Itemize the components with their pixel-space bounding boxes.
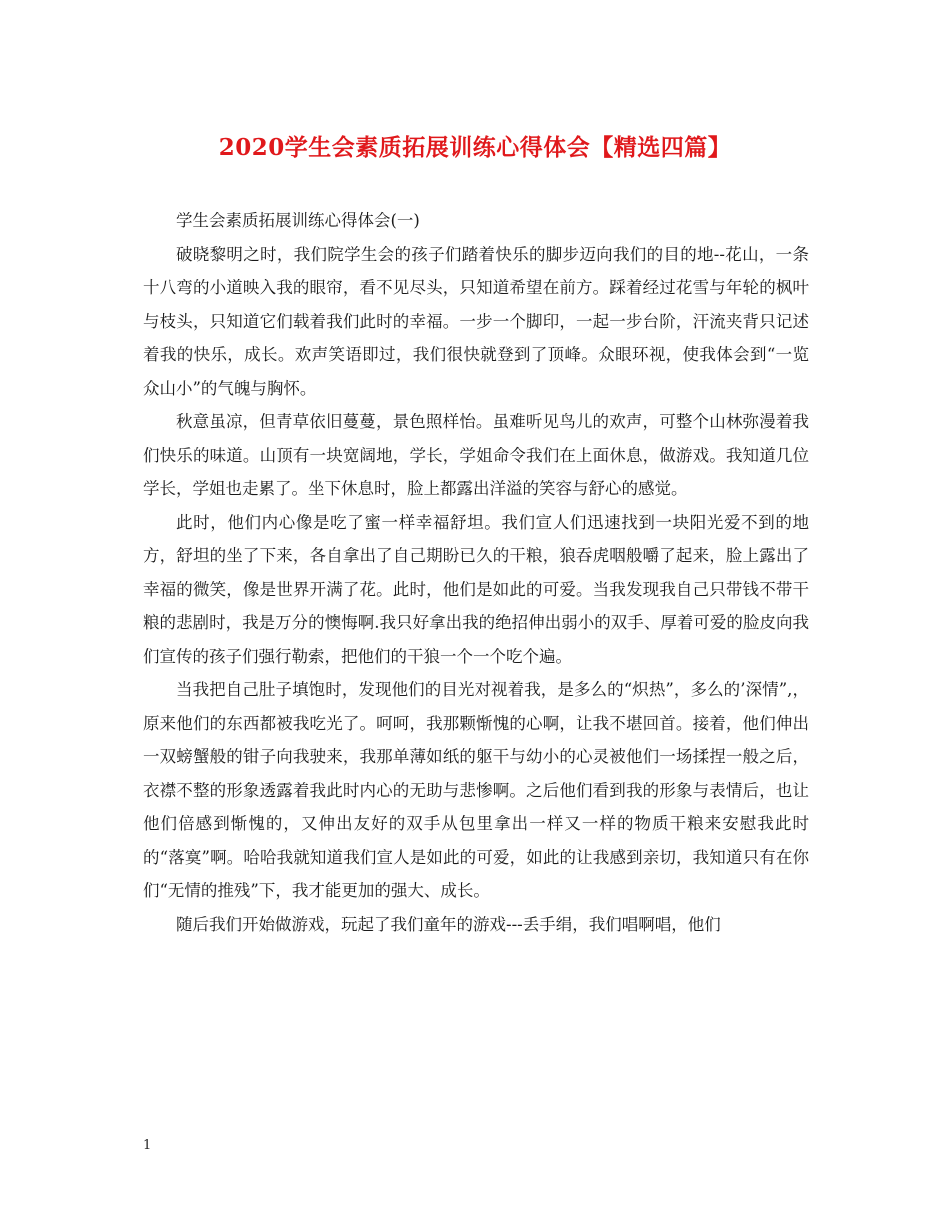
paragraph: 破晓黎明之时，我们院学生会的孩子们踏着快乐的脚步迈向我们的目的地--花山，一条十八弯的小道映入我的眼帘，看不见尽头，只知道希望在前方。踩着经过花雪与年轮的枫叶与枝头，只知道它们载着我们此时的幸福。一步一个脚印，一起一步台阶，汗流夹背只记述着我的快乐，成长。欢声笑语即过，我们很快就登到了顶峰。众眼环视，使我体会到“一览众山小”的气魄与胸怀。	[143, 244, 809, 398]
paragraph: 当我把自己肚子填饱时，发现他们的目光对视着我，是多么的“炽热”，多么的’深情”,，原来他们的东西都被我吃光了。呵呵，我那颗惭愧的心啊，让我不堪回首。接着，他们伸出一双螃蟹般的钳子向我驶来，我那单薄如纸的躯干与幼小的心灵被他们一场揉捏一般之后，衣襟不整的形象透露着我此时内心的无助与悲惨啊。之后他们看到我的形象与表情后，也让他们倍感到惭愧的，又伸出友好的双手从包里拿出一样又一样的物质干粮来安慰我此时的“落寞”啊。哈哈我就知道我们宣人是如此的可爱，如此的让我感到亲切，我知道只有在你们“无情的推残”下，我才能更加的强大、成长。	[143, 680, 809, 900]
paragraph: 此时，他们内心像是吃了蜜一样幸福舒坦。我们宣人们迅速找到一块阳光爱不到的地方，舒坦的坐了下来，各自拿出了自己期盼已久的干粮，狼吞虎咽般嚼了起来，脸上露出了幸福的微笑，像是世界开满了花。此时，他们是如此的可爱。当我发现我自己只带钱不带干粮的悲剧时，我是万分的懊悔啊.我只好拿出我的绝招伸出弱小的双手、厚着可爱的脸皮向我们宣传的孩子们强行勒索，把他们的干狼一个一个吃个遍。	[143, 512, 809, 666]
paragraph: 秋意虽凉，但青草依旧蔓蔓，景色照样怡。虽难听见鸟儿的欢声，可整个山林弥漫着我们快乐的味道。山顶有一块宽阔地，学长，学姐命令我们在上面休息，做游戏。我知道几位学长，学姐也走累了。坐下休息时，脸上都露出洋溢的笑容与舒心的感觉。	[143, 412, 809, 498]
document-body	[143, 204, 809, 941]
page-number: 1	[143, 1138, 152, 1153]
section-heading: 学生会素质拓展训练心得体会(一)	[176, 211, 420, 230]
paragraph: 随后我们开始做游戏，玩起了我们童年的游戏---丢手绢，我们唱啊唱，他们	[176, 914, 721, 934]
document-title: 2020学生会素质拓展训练心得体会【精选四篇】	[218, 134, 732, 161]
